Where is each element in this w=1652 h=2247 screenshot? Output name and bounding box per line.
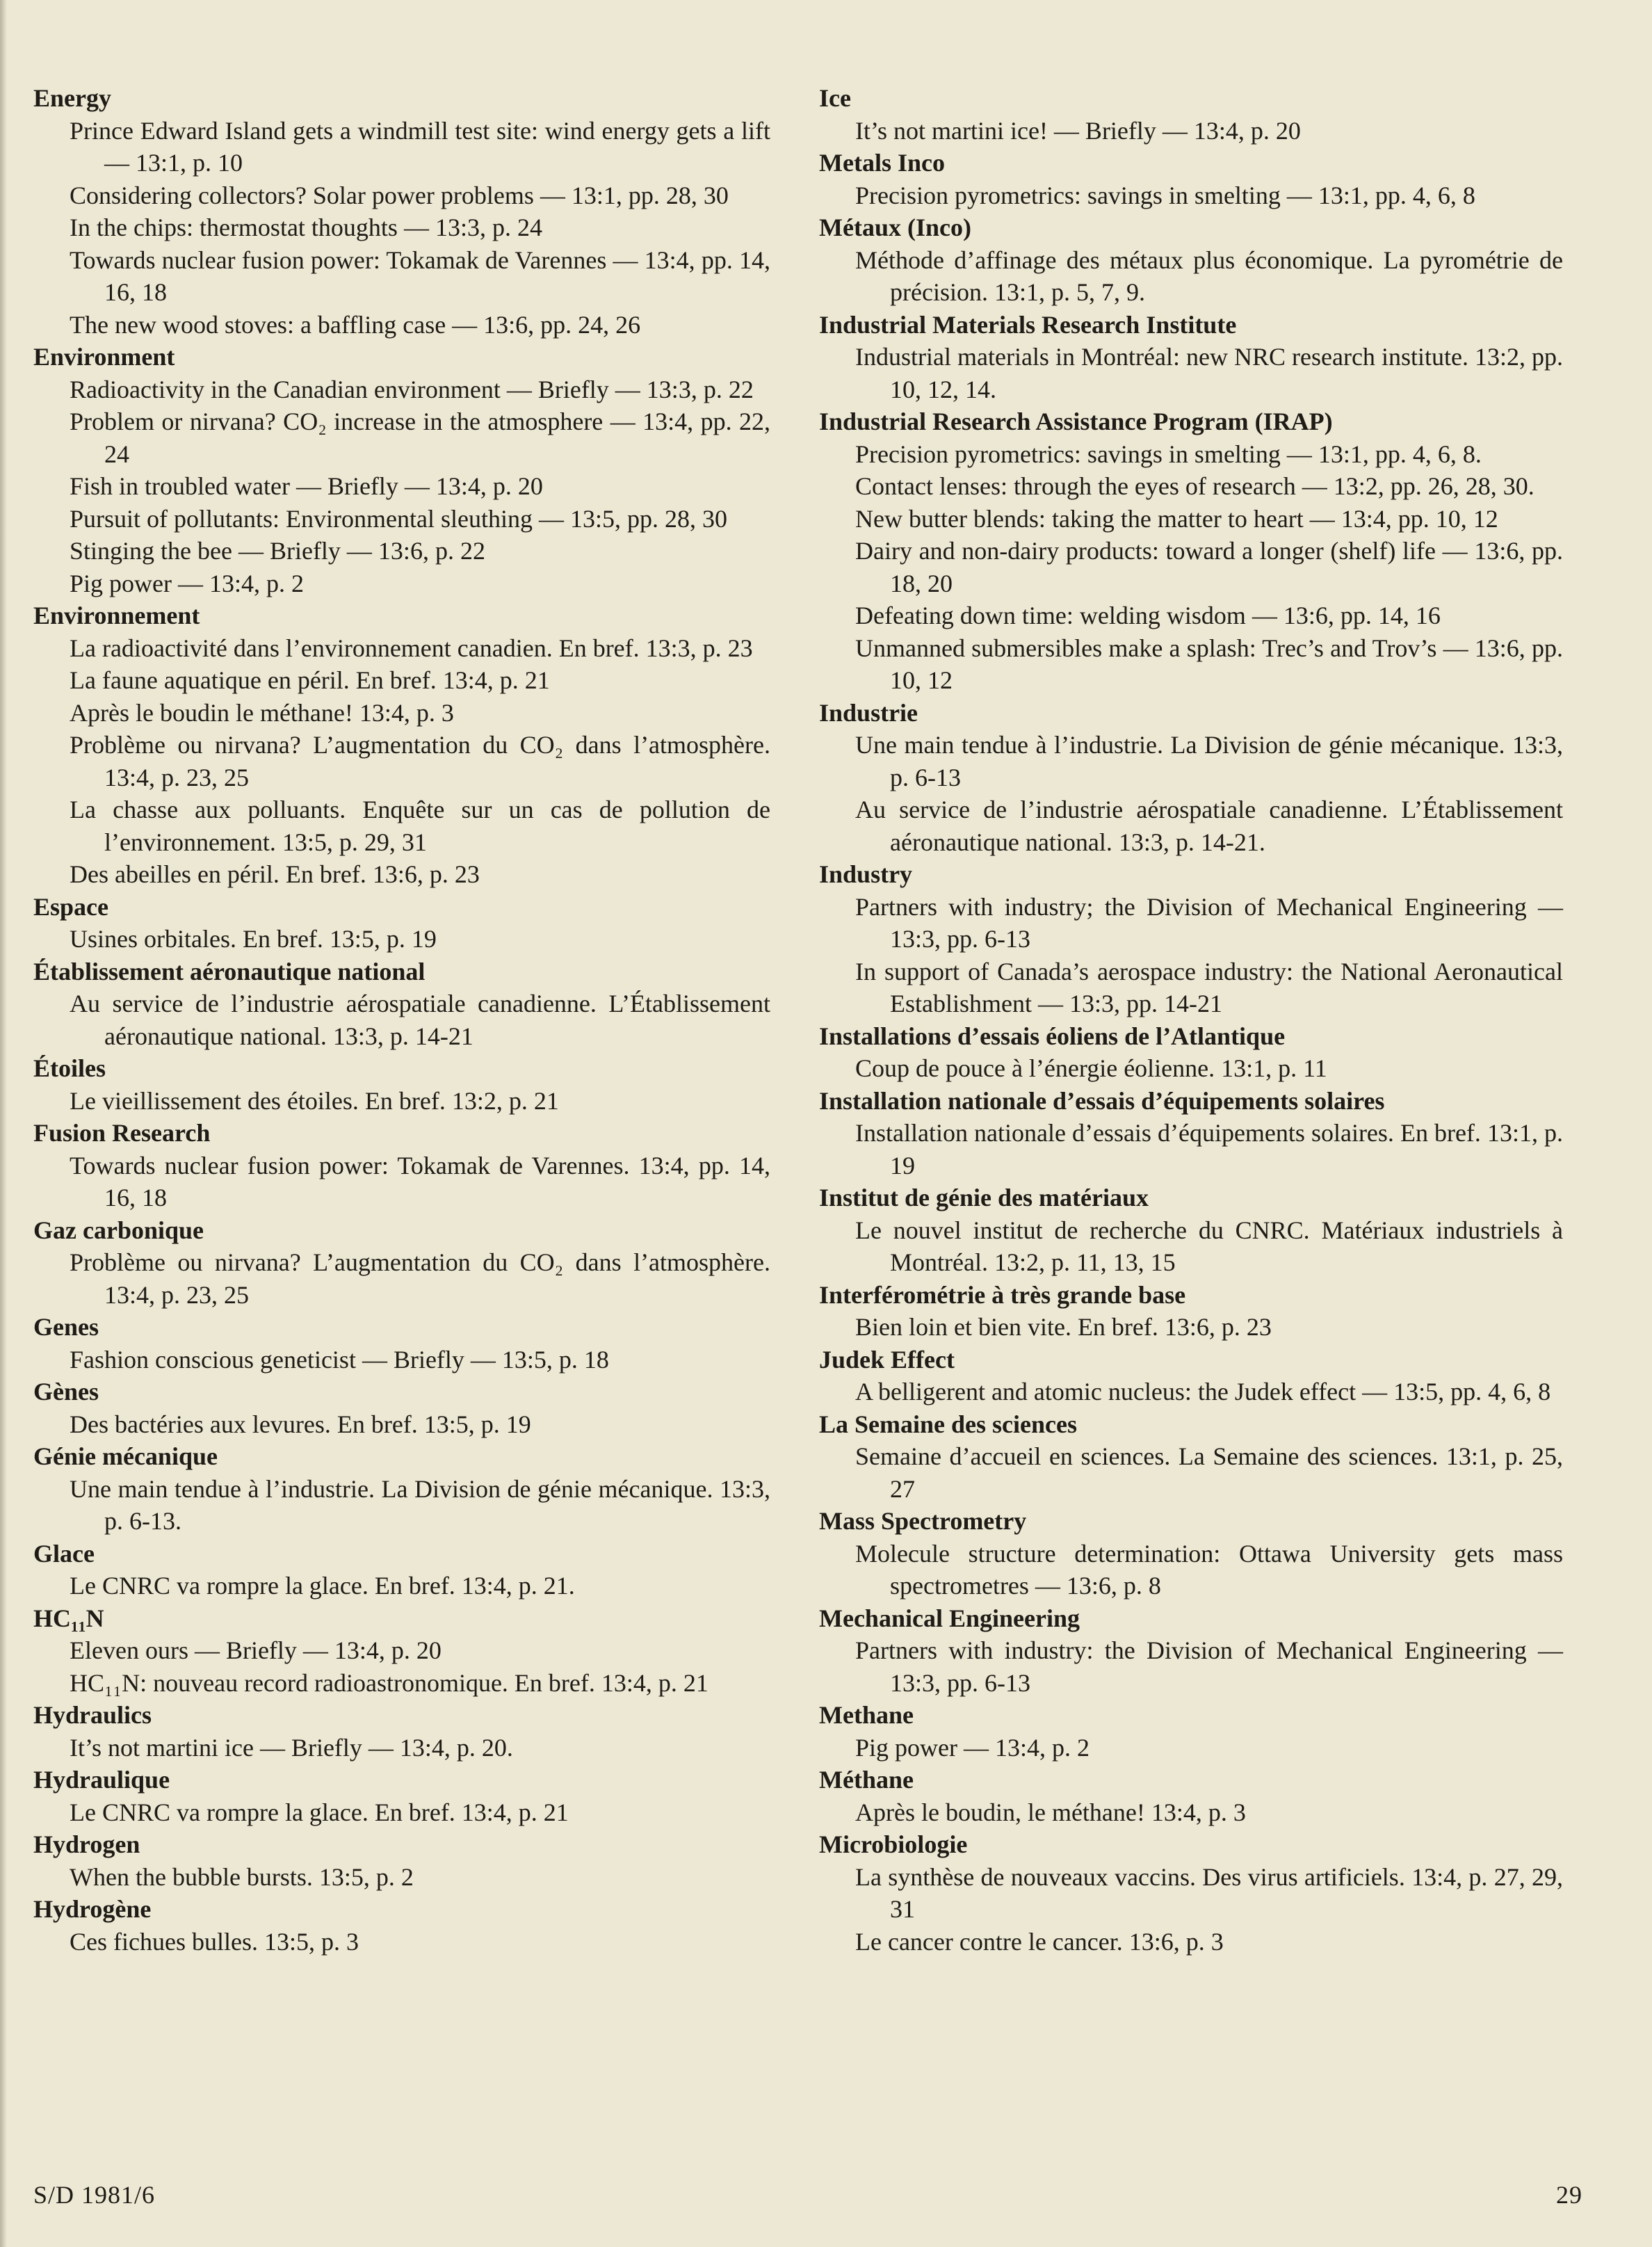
index-heading: Hydraulics: [33, 1701, 152, 1729]
index-heading: Microbiologie: [819, 1830, 968, 1858]
index-entry: Contact lenses: through the eyes of research — 13:2, pp. 26, 28, 30.: [855, 472, 1534, 500]
index-heading: Glace: [33, 1539, 95, 1568]
page-binding-shadow: [0, 0, 7, 2247]
index-heading: HC₁₁N: [33, 1604, 104, 1632]
index-column-left: [33, 82, 770, 1958]
publication-footer: S/D 1981/6: [33, 2181, 156, 2209]
index-entry: Considering collectors? Solar power problems — 13:1, pp. 28, 30: [70, 181, 729, 209]
index-heading: Methane: [819, 1701, 914, 1729]
index-entry: Au service de l’industrie aérospatiale canadienne. L’Établissement aéronautique national. 13:3, p. 14-21.: [855, 796, 1563, 856]
index-heading: Institut de génie des matériaux: [819, 1184, 1149, 1211]
index-entry: Radioactivity in the Canadian environment — Briefly — 13:3, p. 22: [70, 375, 754, 403]
index-entry: Stinging the bee — Briefly — 13:6, p. 22: [70, 537, 485, 565]
index-entry: Pig power — 13:4, p. 2: [855, 1733, 1090, 1762]
index-heading: Espace: [33, 892, 108, 921]
index-entry: La chasse aux polluants. Enquête sur un cas de pollution de l’environnement. 13:5, p. 29, 31: [70, 796, 770, 856]
index-entry: Après le boudin le méthane! 13:4, p. 3: [70, 698, 454, 727]
index-heading: Métaux (Inco): [819, 214, 971, 241]
index-entry: Problem or nirvana? CO₂ increase in the atmosphere — 13:4, pp. 22, 24: [70, 408, 770, 468]
index-entry: Coup de pouce à l’énergie éolienne. 13:1, p. 11: [855, 1054, 1327, 1082]
index-heading: Génie mécanique: [33, 1442, 218, 1470]
index-entry: Usines orbitales. En bref. 13:5, p. 19: [70, 925, 437, 953]
index-entry: Le CNRC va rompre la glace. En bref. 13:4, p. 21: [70, 1798, 569, 1826]
index-entry: Semaine d’accueil en sciences. La Semaine des sciences. 13:1, p. 25, 27: [855, 1442, 1563, 1503]
index-heading: Installation nationale d’essais d’équipements solaires: [819, 1086, 1385, 1115]
index-entry: Industrial materials in Montréal: new NRC research institute. 13:2, pp. 10, 12, 14.: [855, 343, 1563, 403]
index-entry: Towards nuclear fusion power: Tokamak de Varennes — 13:4, pp. 14, 16, 18: [70, 245, 770, 306]
index-heading: Étoiles: [33, 1054, 106, 1082]
index-entry: HC₁₁N: nouveau record radioastronomique. En bref. 13:4, p. 21: [70, 1668, 708, 1697]
index-entry: When the bubble bursts. 13:5, p. 2: [70, 1862, 414, 1891]
index-entry: Prince Edward Island gets a windmill test site: wind energy gets a lift — 13:1, p. 10: [70, 116, 770, 177]
index-entry: Defeating down time: welding wisdom — 13:6, pp. 14, 16: [855, 602, 1441, 629]
index-entry: Une main tendue à l’industrie. La Division de génie mécanique. 13:3, p. 6-13: [855, 731, 1563, 791]
index-entry: It’s not martini ice! — Briefly — 13:4, p. 20: [855, 116, 1301, 145]
index-entry: Le CNRC va rompre la glace. En bref. 13:4, p. 21.: [70, 1572, 575, 1600]
index-heading: Judek Effect: [819, 1345, 955, 1374]
index-heading: Industrial Research Assistance Program (IRAP): [819, 408, 1333, 435]
index-entry: Le cancer contre le cancer. 13:6, p. 3: [855, 1927, 1224, 1956]
index-heading: Fusion Research: [33, 1119, 211, 1147]
index-heading: Hydrogène: [33, 1895, 152, 1923]
index-entry: Bien loin et bien vite. En bref. 13:6, p. 23: [855, 1313, 1272, 1341]
index-entry: Le vieillissement des étoiles. En bref. 13:2, p. 21: [70, 1086, 559, 1115]
index-entry: In the chips: thermostat thoughts — 13:3, p. 24: [70, 214, 542, 241]
index-entry: Pursuit of pollutants: Environmental sleuthing — 13:5, pp. 28, 30: [70, 504, 727, 533]
index-entry: Problème ou nirvana? L’augmentation du CO₂ dans l’atmosphère. 13:4, p. 23, 25: [70, 1248, 770, 1309]
index-heading: Hydrogen: [33, 1830, 140, 1858]
index-entry: It’s not martini ice — Briefly — 13:4, p. 20.: [70, 1733, 513, 1762]
index-heading: Méthane: [819, 1766, 914, 1794]
index-entry: Unmanned submersibles make a splash: Trec’s and Trov’s — 13:6, pp. 10, 12: [855, 634, 1563, 694]
index-heading: Mass Spectrometry: [819, 1507, 1027, 1535]
index-column-right: [819, 82, 1563, 1958]
index-entry: Installation nationale d’essais d’équipements solaires. En bref. 13:1, p. 19: [855, 1119, 1563, 1179]
index-entry: Eleven ours — Briefly — 13:4, p. 20: [70, 1636, 442, 1664]
index-entry: Après le boudin, le méthane! 13:4, p. 3: [855, 1798, 1246, 1826]
index-entry: Ces fichues bulles. 13:5, p. 3: [70, 1927, 359, 1956]
index-heading: Gaz carbonique: [33, 1216, 204, 1244]
index-heading: Interférométrie à très grande base: [819, 1280, 1186, 1309]
index-entry: Molecule structure determination: Ottawa University gets mass spectrometres — 13:6, p. 8: [855, 1539, 1563, 1600]
index-entry: New butter blends: taking the matter to heart — 13:4, pp. 10, 12: [855, 504, 1498, 533]
index-entry: Fashion conscious geneticist — Briefly — 13:5, p. 18: [70, 1345, 609, 1374]
index-heading: Energy: [33, 84, 111, 112]
index-heading: La Semaine des sciences: [819, 1410, 1077, 1438]
index-entry: A belligerent and atomic nucleus: the Judek effect — 13:5, pp. 4, 6, 8: [855, 1378, 1551, 1406]
index-entry: La synthèse de nouveaux vaccins. Des virus artificiels. 13:4, p. 27, 29, 31: [855, 1862, 1563, 1923]
index-entry: Partners with industry: the Division of Mechanical Engineering — 13:3, pp. 6-13: [855, 1636, 1563, 1697]
index-entry: Méthode d’affinage des métaux plus économique. La pyrométrie de précision. 13:1, p. 5, 7, 9.: [855, 245, 1563, 306]
index-entry: Precision pyrometrics: savings in smelting — 13:1, pp. 4, 6, 8: [855, 181, 1475, 209]
index-heading: Industry: [819, 860, 913, 888]
index-entry: Le nouvel institut de recherche du CNRC. Matériaux industriels à Montréal. 13:2, p. 11, 13, 15: [855, 1216, 1563, 1276]
index-entry: Une main tendue à l’industrie. La Division de génie mécanique. 13:3, p. 6-13.: [70, 1474, 770, 1535]
index-entry: La radioactivité dans l’environnement canadien. En bref. 13:3, p. 23: [70, 634, 753, 662]
index-entry: Pig power — 13:4, p. 2: [70, 569, 304, 597]
index-entry: Precision pyrometrics: savings in smelting — 13:1, pp. 4, 6, 8.: [855, 440, 1482, 468]
index-heading: Mechanical Engineering: [819, 1604, 1080, 1632]
index-heading: Ice: [819, 84, 851, 112]
index-entry: Partners with industry; the Division of Mechanical Engineering — 13:3, pp. 6-13: [855, 892, 1563, 953]
index-heading: Genes: [33, 1313, 99, 1341]
index-entry: Au service de l’industrie aérospatiale canadienne. L’Établissement aéronautique national. 13:3, p. 14-21: [70, 990, 770, 1050]
index-heading: Metals Inco: [819, 149, 945, 177]
index-entry: Dairy and non-dairy products: toward a longer (shelf) life — 13:6, pp. 18, 20: [855, 537, 1563, 597]
index-heading: Établissement aéronautique national: [33, 957, 426, 985]
index-entry: Des abeilles en péril. En bref. 13:6, p. 23: [70, 860, 480, 888]
index-entry: La faune aquatique en péril. En bref. 13:4, p. 21: [70, 666, 550, 694]
index-entry: Des bactéries aux levures. En bref. 13:5, p. 19: [70, 1410, 531, 1438]
index-heading: Environment: [33, 343, 175, 371]
index-entry: In support of Canada’s aerospace industry: the National Aeronautical Establishment — 13:3, pp. 14-21: [855, 957, 1563, 1017]
index-entry: Problème ou nirvana? L’augmentation du CO₂ dans l’atmosphère. 13:4, p. 23, 25: [70, 731, 770, 791]
index-entry: Fish in troubled water — Briefly — 13:4, p. 20: [70, 472, 543, 500]
index-heading: Industrie: [819, 698, 918, 727]
page-number: 29: [1556, 2181, 1582, 2209]
index-heading: Installations d’essais éoliens de l’Atlantique: [819, 1022, 1286, 1050]
index-entry: The new wood stoves: a baffling case — 13:6, pp. 24, 26: [70, 310, 641, 339]
index-heading: Industrial Materials Research Institute: [819, 310, 1237, 339]
index-heading: Gènes: [33, 1378, 99, 1406]
index-heading: Hydraulique: [33, 1766, 170, 1794]
index-entry: Towards nuclear fusion power: Tokamak de Varennes. 13:4, pp. 14, 16, 18: [70, 1151, 770, 1211]
index-heading: Environnement: [33, 602, 200, 629]
